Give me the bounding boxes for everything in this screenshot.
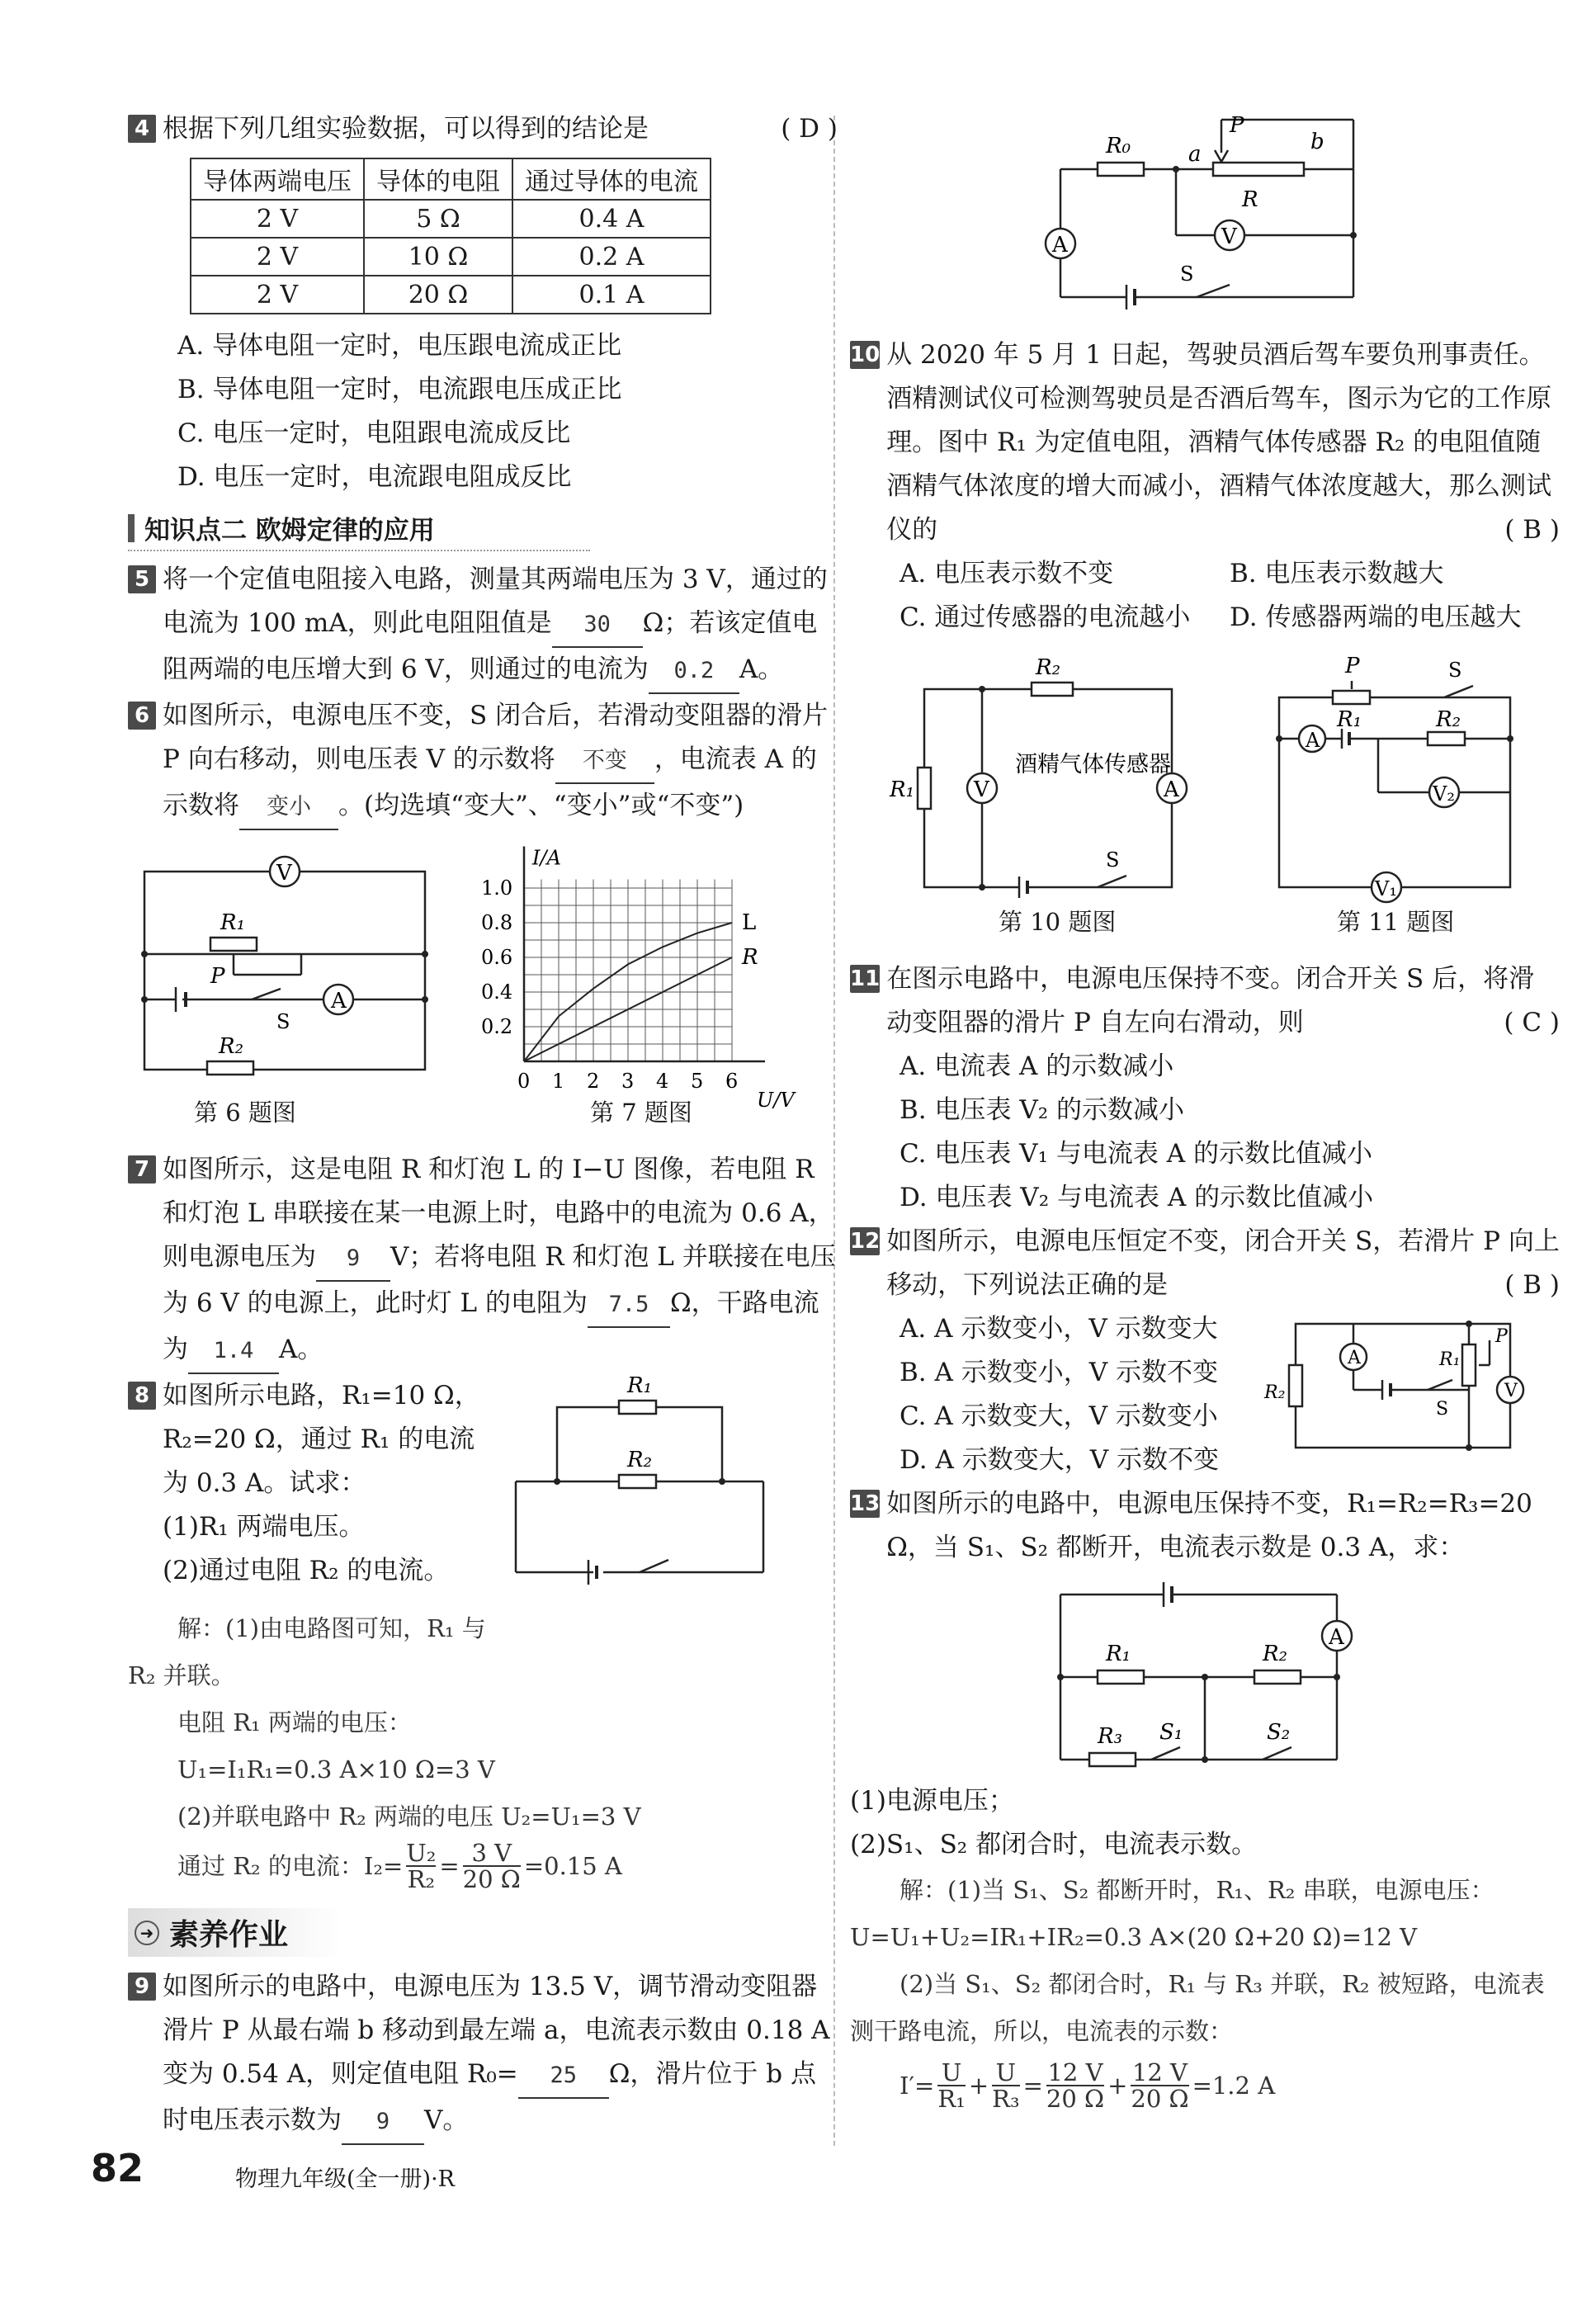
question-number: 11	[850, 966, 881, 991]
svg-text:A: A	[1348, 1348, 1361, 1368]
svg-text:A: A	[1164, 777, 1179, 802]
svg-text:S: S	[276, 1010, 290, 1033]
svg-text:P: P	[1345, 654, 1360, 678]
left-column	[128, 107, 838, 2145]
answer: ( B )	[1504, 1270, 1560, 1300]
answer-blank: 25	[518, 2053, 609, 2099]
voltmeter-label: V	[276, 861, 292, 886]
table-row: 2 V 20 Ω 0.1 A	[191, 276, 711, 314]
option: D. 电压表 V₂ 与电流表 A 的示数比值减小	[900, 1183, 1374, 1212]
ammeter-label: A	[331, 989, 347, 1013]
svg-text:S₁: S₁	[1159, 1720, 1183, 1745]
question-7: 7 如图所示，这是电阻 R 和灯泡 L 的 I−U 图像，若电阻 R 和灯泡 L 串联接在某一电源上时，电路中的电流为 0.6 A，则电源电压为 9 V；若将电阻 R 和灯泡 L 并联接在电压为 6 V 的电源上，此时灯 L 的电阻为 7.5 Ω，干路电流为 1.4 A。	[128, 1148, 838, 1374]
tick-label: 1	[552, 1070, 565, 1093]
svg-text:S₂: S₂	[1267, 1720, 1291, 1745]
question-8: 8 如图所示电路，R₁=10 Ω，R₂=20 Ω，通过 R₁ 的电流为 0.3 A。试求： (1)R₁ 两端电压。 (2)通过电阻 R₂ 的电流。 R₁ R₂	[128, 1374, 838, 1605]
svg-text:S: S	[1448, 659, 1462, 682]
figure-caption: 第 11 题图	[1337, 908, 1455, 936]
option: C. 电压一定时，电阻跟电流成反比	[177, 418, 571, 448]
tick-label: 2	[587, 1070, 600, 1093]
svg-text:V: V	[974, 777, 989, 802]
svg-text:V: V	[1504, 1381, 1518, 1401]
answer: ( B )	[1504, 515, 1560, 545]
svg-text:R₂: R₂	[1436, 707, 1461, 732]
page-footer: 物理九年级(全一册)·R	[235, 2166, 455, 2192]
question-number: 7	[128, 1155, 156, 1184]
tick-label: 5	[691, 1070, 704, 1093]
option: B. 电压表示数越大	[1230, 559, 1444, 588]
q12-body	[850, 1307, 1560, 1482]
option: D. A 示数变大，V 示数不变	[900, 1445, 1219, 1475]
table-header: 通过导体的电流	[512, 158, 711, 200]
section-banner: ➜ 素养作业	[128, 1908, 342, 1957]
svg-text:S: S	[1106, 848, 1120, 872]
sub-question: (2)S₁、S₂ 都闭合时，电流表示数。	[850, 1830, 1258, 1859]
figures-6-7	[128, 839, 838, 1136]
option: A. A 示数变小，V 示数变大	[900, 1314, 1218, 1344]
tick-label: 4	[656, 1070, 669, 1093]
tick-label: 0.2	[481, 1015, 513, 1038]
y-axis-label: I/A	[532, 846, 561, 870]
answer-blank: 7.5	[588, 1283, 670, 1328]
question-number: 9	[128, 1973, 156, 2001]
table-row: 2 V 5 Ω 0.4 A	[191, 200, 711, 238]
option: D. 传感器两端的电压越大	[1230, 602, 1522, 632]
section-heading: 知识点二 欧姆定律的应用	[128, 506, 590, 551]
svg-text:酒精气体传感器: 酒精气体传感器	[1015, 752, 1171, 777]
svg-text:A: A	[1052, 233, 1068, 258]
question-number: 4	[128, 115, 156, 143]
question-9: 9 如图所示的电路中，电源电压为 13.5 V，调节滑动变阻器滑片 P 从最右端 b 移动到最左端 a，电流表示数由 0.18 A 变为 0.54 A，则定值电阻 R₀= 25 Ω，滑片位于 b 点时电压表示数为 9 V。	[128, 1965, 838, 2145]
x-axis-label: U/V	[757, 1089, 795, 1112]
solution-13: (2)当 S₁、S₂ 都闭合时，R₁ 与 R₃ 并联，R₂ 被短路，电流表测干路电流，所以，电流表的示数：	[850, 1970, 1545, 2045]
svg-text:R₁: R₁	[1106, 1642, 1131, 1666]
circuit-diagram-8	[516, 1374, 846, 1605]
svg-text:R: R	[1242, 187, 1258, 212]
option: D. 电压一定时，电流跟电阻成反比	[177, 462, 572, 492]
option: A. 导体电阻一定时，电压跟电流成正比	[177, 331, 622, 361]
circuit-diagram-10	[850, 648, 1560, 945]
svg-text:R₀: R₀	[1106, 134, 1131, 158]
table-header: 导体的电阻	[364, 158, 512, 200]
svg-text:R₂: R₂	[219, 1034, 243, 1059]
tick-label: 1.0	[481, 876, 513, 900]
question-number: 13	[850, 1491, 881, 1516]
tick-label: 0.4	[481, 980, 513, 1004]
curve-label: L	[742, 910, 757, 935]
solution-8: 解：(1)由电路图可知，R₁ 与 R₂ 并联。 电阻 R₁ 两端的电压： U₁=I₁R₁=0.3 A×10 Ω=3 V (2)并联电路中 R₂ 两端的电压 U₂=U₁=3 V 通过 R₂ 的电流：I₂= $\frac{\text{U₂}}{\text{R₂}}$ = $\frac{3 V}{20 \Omega}$ =0.15 A	[128, 1614, 641, 1893]
answer-blank: 30	[552, 602, 643, 648]
question-11: 11 在图示电路中，电源电压保持不变。闭合开关 S 后，将滑动变阻器的滑片 P 自左向右滑动，则 ( C )	[850, 957, 1560, 1045]
tick-label: 0.6	[481, 946, 513, 969]
option: A. 电压表示数不变	[900, 559, 1114, 588]
question-number: 6	[128, 702, 156, 730]
option: C. 通过传感器的电流越小	[900, 602, 1191, 632]
table-row: 2 V 10 Ω 0.2 A	[191, 238, 711, 276]
svg-text:P: P	[210, 964, 225, 989]
solution-13-formula: I′= $\frac{U}{\text{R₁}}$ + $\frac{U}{\text{R₃}}$ = $\frac{12 V}{20 \Omega}$ + $\frac{12 V}{20 \Omega}$ =1.2 A	[900, 2058, 1276, 2113]
svg-text:R₂: R₂	[627, 1448, 652, 1472]
answer: ( C )	[1504, 1008, 1560, 1037]
option: A. 电流表 A 的示数减小	[900, 1051, 1174, 1081]
answer: ( D )	[781, 114, 838, 144]
svg-text:R₁: R₁	[1439, 1349, 1461, 1370]
question-10: 10 从 2020 年 5 月 1 日起，驾驶员酒后驾车要负刑事责任。酒精测试仪可检测驾驶员是否酒后驾车，图示为它的工作原理。图中 R₁ 为定值电阻，酒精气体传感器 R₂ 的电阻值随酒精气体浓度的增大而减小，酒精气体浓度越大，那么测试仪的 ( B )	[850, 333, 1560, 552]
svg-text:a: a	[1188, 142, 1202, 167]
svg-text:A: A	[1329, 1625, 1344, 1650]
answer-blank: 变小	[239, 785, 338, 830]
figures-10-11	[850, 648, 1560, 945]
option: B. 导体电阻一定时，电流跟电压成正比	[177, 375, 622, 404]
svg-text:P: P	[1230, 113, 1244, 138]
data-table	[190, 158, 711, 314]
table-header: 导体两端电压	[191, 158, 364, 200]
circuit-diagram-13	[850, 1570, 1560, 1776]
page-number: 82	[91, 2146, 144, 2190]
svg-text:P: P	[1495, 1326, 1508, 1347]
svg-text:R₂: R₂	[1264, 1382, 1286, 1403]
question-number: 12	[850, 1229, 881, 1254]
tick-label: 3	[621, 1070, 635, 1093]
solution-13: 解：(1)当 S₁、S₂ 都断开时，R₁、R₂ 串联，电源电压：U=U₁+U₂=IR₁+IR₂=0.3 A×(20 Ω+20 Ω)=12 V	[850, 1876, 1494, 1951]
tick-label: 0.8	[481, 911, 513, 934]
question-12: 12 如图所示，电源电压恒定不变，闭合开关 S，若滑片 P 向上移动，下列说法正确的是 ( B )	[850, 1220, 1560, 1307]
svg-text:R₁: R₁	[890, 777, 914, 802]
svg-text:R₁: R₁	[1337, 707, 1362, 732]
svg-text:R₃: R₃	[1098, 1724, 1122, 1749]
answer-blank: 9	[342, 2100, 424, 2145]
circuit-diagram-9	[850, 107, 1560, 322]
svg-text:V₂: V₂	[1433, 782, 1455, 806]
option: C. 电压表 V₁ 与电流表 A 的示数比值减小	[900, 1139, 1372, 1169]
svg-text:S: S	[1436, 1399, 1449, 1420]
svg-text:R₁: R₁	[220, 910, 245, 935]
question-6: 6 如图所示，电源电压不变，S 闭合后，若滑动变阻器的滑片 P 向右移动，则电压表 V 的示数将 不变 ，电流表 A 的示数将 变小 。(均选填“变大”、“变小”或“不变”)	[128, 694, 838, 830]
answer-blank: 不变	[555, 739, 654, 784]
figure-caption: 第 10 题图	[999, 908, 1117, 936]
figure-caption: 第 6 题图	[194, 1099, 296, 1127]
answer-blank: 1.4	[188, 1329, 279, 1374]
tick-label: 6	[725, 1070, 739, 1093]
right-column	[850, 107, 1560, 2111]
question-text: 根据下列几组实验数据，可以得到的结论是	[163, 114, 649, 144]
iu-graph-7	[475, 789, 829, 1112]
svg-text:R₁: R₁	[627, 1373, 652, 1398]
tick-label: 0	[517, 1070, 531, 1093]
svg-text:b: b	[1310, 130, 1324, 154]
svg-text:R₂: R₂	[1263, 1642, 1287, 1666]
option: B. A 示数变小，V 示数不变	[900, 1358, 1218, 1387]
figure-caption: 第 7 题图	[590, 1099, 692, 1127]
question-4	[128, 107, 838, 151]
svg-text:V₁: V₁	[1375, 877, 1397, 900]
answer-blank: 9	[316, 1236, 390, 1282]
question-13: 13 如图所示的电路中，电源电压保持不变，R₁=R₂=R₃=20 Ω，当 S₁、S₂ 都断开，电流表示数是 0.3 A，求：	[850, 1489, 1532, 1562]
svg-text:V: V	[1221, 224, 1237, 249]
svg-text:R₂: R₂	[1036, 655, 1060, 680]
option: C. A 示数变大，V 示数变小	[900, 1401, 1218, 1431]
question-5: 5 将一个定值电阻接入电路，测量其两端电压为 3 V，通过的电流为 100 mA，则此电阻阻值是 30 Ω；若该定值电阻两端的电压增大到 6 V，则通过的电流为 0.2 A。	[128, 558, 838, 694]
question-number: 5	[128, 565, 156, 593]
answer-blank: 0.2	[649, 649, 739, 694]
circuit-diagram-12	[1263, 1307, 1543, 1472]
curve-label: R	[742, 945, 758, 970]
svg-text:S: S	[1180, 262, 1194, 286]
question-number: 10	[850, 343, 881, 367]
svg-text:A: A	[1306, 729, 1320, 752]
sub-question: (1)电源电压；	[850, 1786, 1014, 1816]
question-number: 8	[128, 1382, 156, 1410]
option: B. 电压表 V₂ 的示数减小	[900, 1095, 1185, 1125]
